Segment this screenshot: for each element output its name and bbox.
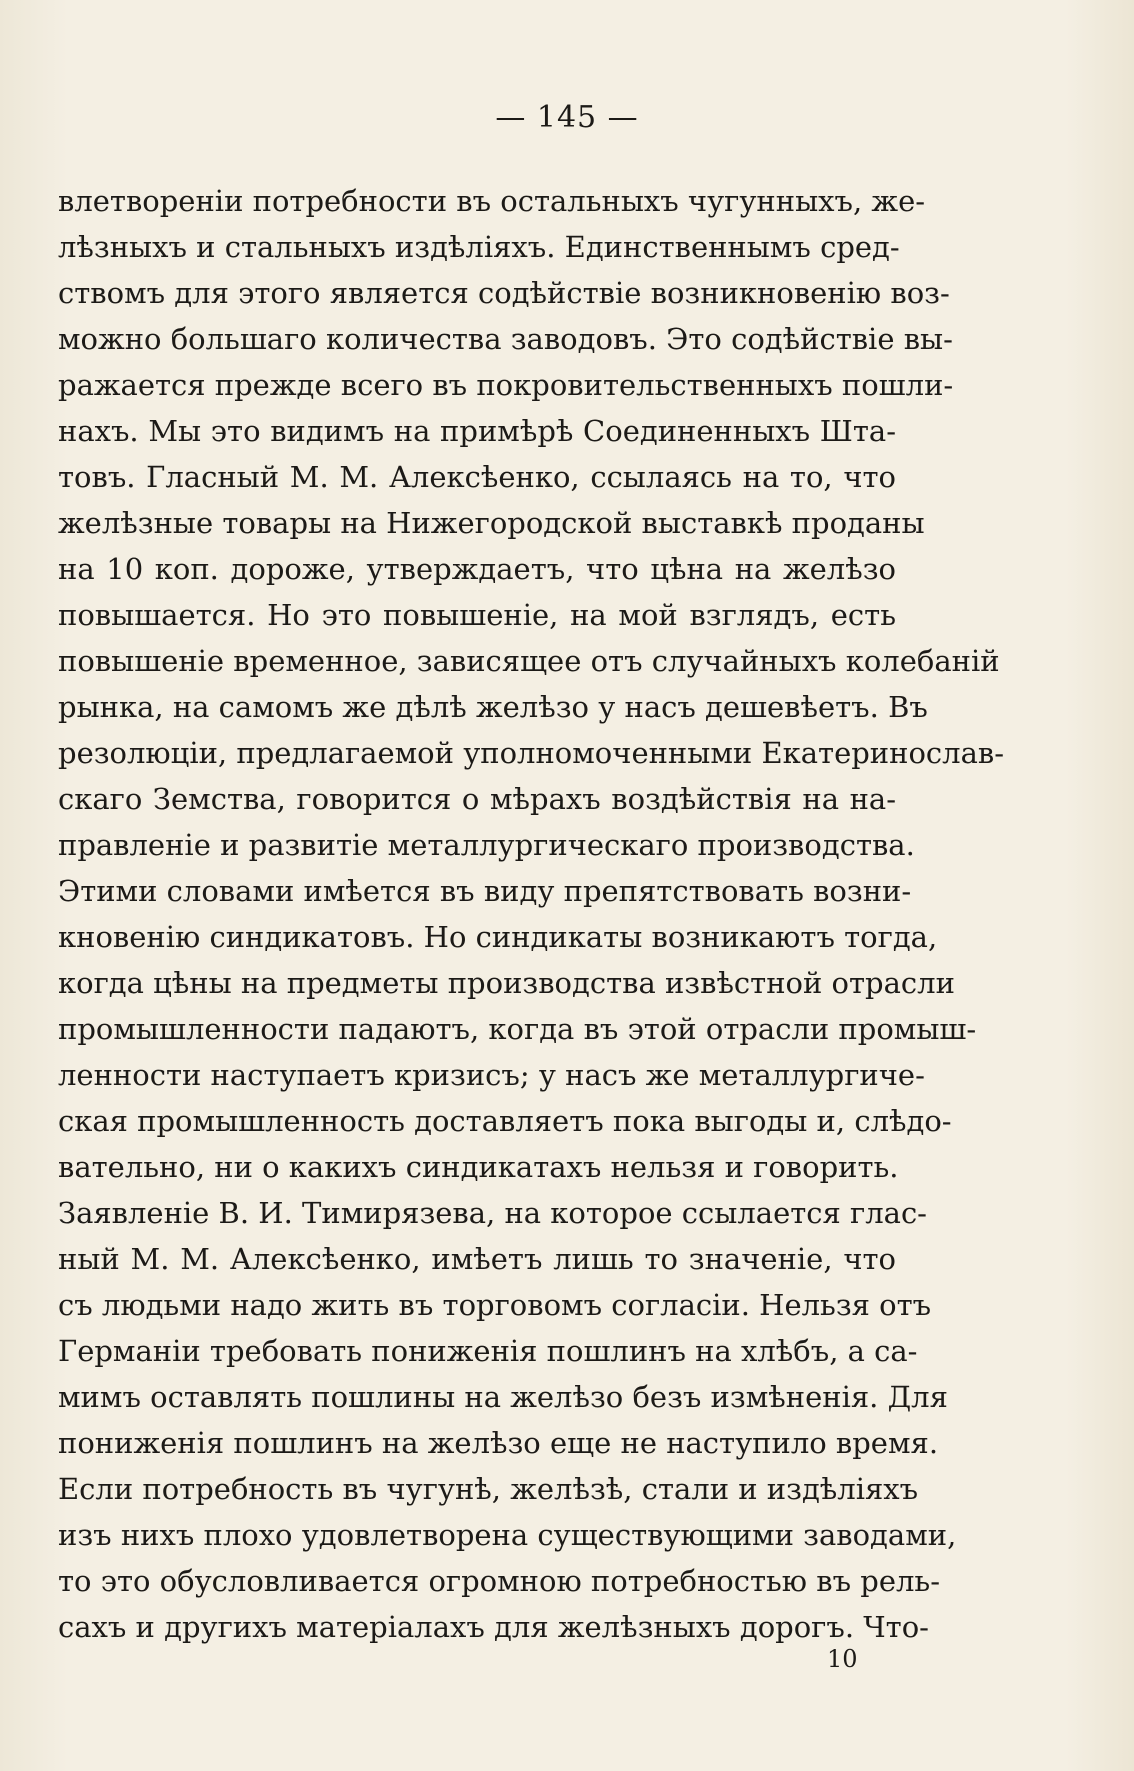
text-line: рынка, на самомъ же дѣлѣ желѣзо у насъ дешевѣетъ. Въ xyxy=(58,690,928,724)
text-line: ствомъ для этого является содѣйствіе возникновенію воз- xyxy=(58,276,950,310)
text-line: товъ. Гласный М. М. Алексѣенко, ссылаясь на то, что xyxy=(58,460,896,494)
text-line: вательно, ни о какихъ синдикатахъ нельзя и говорить. xyxy=(58,1150,899,1184)
text-line: нахъ. Мы это видимъ на примѣрѣ Соединенныхъ Шта- xyxy=(58,414,896,448)
text-line: скаго Земства, говорится о мѣрахъ воздѣйствія на на- xyxy=(58,782,896,816)
text-line: съ людьми надо жить въ торговомъ согласіи. Нельзя отъ xyxy=(58,1288,932,1322)
text-line: повышеніе временное, зависящее отъ случайныхъ колебаній xyxy=(58,644,1000,678)
text-line: то это обусловливается огромною потребностью въ рель- xyxy=(58,1564,941,1598)
text-line: ская промышленность доставляетъ пока выгоды и, слѣдо- xyxy=(58,1104,952,1138)
text-line: лѣзныхъ и стальныхъ издѣліяхъ. Единственнымъ сред- xyxy=(58,230,900,264)
text-line: можно большаго количества заводовъ. Это содѣйствіе вы- xyxy=(58,322,953,356)
text-line: сахъ и другихъ матеріалахъ для желѣзныхъ дорогъ. Что- xyxy=(58,1610,929,1644)
text-line: правленіе и развитіе металлургическаго производства. xyxy=(58,828,915,862)
text-line: Германіи требовать пониженія пошлинъ на хлѣбъ, а са- xyxy=(58,1334,918,1368)
text-line: повышается. Но это повышеніе, на мой взглядъ, есть xyxy=(58,598,896,632)
text-line: кновенію синдикатовъ. Но синдикаты возникаютъ тогда, xyxy=(58,920,938,954)
text-line: промышленности падаютъ, когда въ этой отрасли промыш- xyxy=(58,1012,977,1046)
text-line: пониженія пошлинъ на желѣзо еще не наступило время. xyxy=(58,1426,939,1460)
text-line: Если потребность въ чугунѣ, желѣзѣ, стали и издѣліяхъ xyxy=(58,1472,919,1506)
text-line: когда цѣны на предметы производства извѣстной отрасли xyxy=(58,966,955,1000)
text-line: ленности наступаетъ кризисъ; у насъ же металлургиче- xyxy=(58,1058,925,1092)
text-line: на 10 коп. дороже, утверждаетъ, что цѣна на желѣзо xyxy=(58,552,896,586)
text-line: изъ нихъ плохо удовлетворена существующими заводами, xyxy=(58,1518,957,1552)
text-line: ный М. М. Алексѣенко, имѣетъ лишь то значеніе, что xyxy=(58,1242,896,1276)
body-text xyxy=(58,178,1004,1650)
text-line: желѣзные товары на Нижегородской выставкѣ проданы xyxy=(58,506,925,540)
signature-mark: 10 xyxy=(827,1645,858,1673)
text-line: влетвореніи потребности въ остальныхъ чугунныхъ, же- xyxy=(58,184,926,218)
text-line: резолюціи, предлагаемой уполномоченными Екатеринослав- xyxy=(58,736,1004,770)
text-line: мимъ оставлять пошлины на желѣзо безъ измѣненія. Для xyxy=(58,1380,948,1414)
text-line: Этими словами имѣется въ виду препятствовать возни- xyxy=(58,874,912,908)
text-line: Заявленіе В. И. Тимирязева, на которое ссылается глас- xyxy=(58,1196,927,1230)
page-number: — 145 — xyxy=(495,100,639,135)
text-line: ражается прежде всего въ покровительственныхъ пошли- xyxy=(58,368,954,402)
